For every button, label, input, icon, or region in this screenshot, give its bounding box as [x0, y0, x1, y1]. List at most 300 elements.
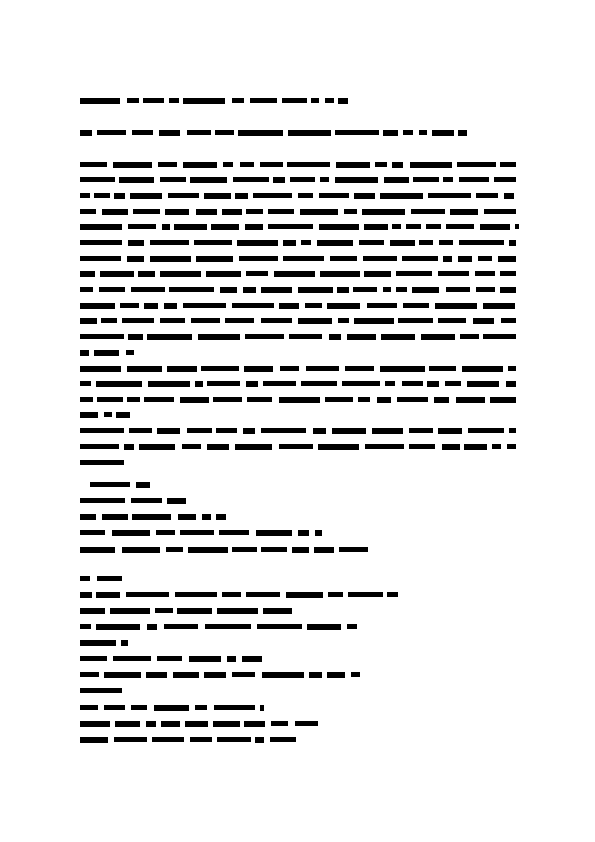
text-word: [243, 287, 256, 293]
text-word: [148, 381, 190, 387]
text-word: [459, 177, 489, 182]
text-word: [335, 177, 378, 183]
text-word: [96, 381, 142, 387]
text-word: [169, 98, 179, 103]
text-line: [80, 303, 516, 309]
text-word: [80, 98, 120, 104]
text-word: [268, 224, 313, 229]
text-word: [160, 177, 186, 182]
text-word: [80, 444, 119, 449]
text-word: [354, 193, 375, 199]
text-word: [409, 444, 435, 449]
text-word: [279, 444, 313, 449]
text-word: [113, 656, 151, 661]
text-word: [154, 705, 189, 711]
text-word: [244, 721, 265, 727]
text-word: [500, 287, 516, 293]
text-word: [136, 482, 150, 488]
text-word: [261, 428, 306, 433]
text-word: [381, 334, 415, 340]
text-word: [127, 98, 139, 103]
text-word: [464, 444, 487, 450]
text-word: [443, 256, 452, 262]
text-word: [457, 162, 496, 167]
text-word: [80, 608, 105, 614]
text-word: [168, 193, 199, 198]
text-word: [80, 530, 105, 535]
text-word: [160, 318, 185, 323]
text-word: [161, 721, 180, 727]
text-word: [126, 350, 134, 355]
text-word: [144, 303, 158, 309]
text-word: [115, 721, 140, 727]
text-line: [80, 460, 124, 466]
text-line: [80, 224, 516, 230]
text-word: [325, 397, 353, 402]
text-word: [330, 256, 357, 261]
text-word: [233, 177, 269, 182]
text-word: [263, 381, 296, 386]
text-word: [156, 530, 175, 535]
text-line: [80, 721, 318, 727]
text-word: [130, 193, 162, 199]
text-word: [246, 271, 268, 276]
text-line: [80, 381, 516, 387]
text-word: [99, 287, 125, 292]
text-word: [434, 397, 449, 403]
text-word: [207, 444, 229, 450]
text-word: [158, 162, 177, 167]
text-line: [80, 397, 516, 403]
text-word: [110, 608, 150, 614]
text-word: [80, 318, 97, 324]
text-word: [235, 193, 248, 199]
text-word: [104, 705, 125, 710]
text-word: [338, 318, 349, 323]
text-word: [446, 287, 470, 292]
text-word: [132, 514, 171, 520]
text-word: [157, 656, 182, 661]
text-word: [396, 287, 407, 292]
text-word: [195, 705, 207, 710]
text-line: [80, 209, 516, 215]
text-word: [274, 271, 315, 277]
text-word: [188, 547, 228, 553]
text-word: [97, 576, 122, 581]
text-word: [347, 624, 357, 629]
text-word: [160, 271, 201, 277]
text-word: [80, 381, 91, 386]
text-word: [286, 592, 323, 598]
text-word: [246, 381, 258, 387]
text-line: [80, 705, 262, 711]
text-word: [289, 334, 322, 339]
text-word: [190, 737, 212, 742]
text-line: [80, 530, 322, 536]
text-word: [104, 412, 112, 417]
text-word: [194, 240, 232, 245]
text-line: [80, 672, 360, 678]
text-word: [292, 547, 309, 553]
text-word: [428, 193, 471, 198]
text-word: [490, 397, 516, 403]
text-word: [96, 624, 140, 630]
text-word: [102, 209, 128, 215]
text-word: [152, 737, 184, 742]
text-word: [147, 624, 157, 630]
text-word: [245, 334, 284, 339]
text-word: [359, 240, 384, 245]
text-word: [403, 303, 429, 308]
text-word: [143, 98, 164, 103]
text-word: [339, 547, 368, 552]
text-word: [329, 334, 341, 340]
text-word: [114, 737, 147, 742]
text-word: [311, 98, 319, 103]
text-word: [498, 256, 516, 262]
text-word: [508, 366, 516, 371]
text-word: [279, 397, 320, 403]
text-word: [338, 98, 348, 104]
text-word: [217, 737, 251, 742]
text-word: [124, 444, 134, 450]
text-word: [319, 193, 349, 198]
text-line: [80, 193, 516, 199]
text-word: [509, 240, 516, 246]
text-word: [80, 656, 107, 661]
text-word: [256, 530, 292, 536]
text-word: [131, 498, 162, 503]
text-word: [80, 350, 89, 356]
text-word: [220, 287, 237, 293]
text-word: [398, 318, 433, 323]
text-word: [403, 130, 413, 135]
text-word: [298, 193, 313, 198]
text-word: [429, 366, 456, 371]
text-word: [80, 460, 124, 465]
text-word: [483, 303, 515, 309]
text-word: [214, 705, 255, 710]
text-word: [155, 608, 173, 613]
text-word: [385, 381, 395, 386]
text-line: [80, 177, 516, 183]
text-word: [128, 334, 143, 340]
text-word: [178, 514, 196, 520]
text-line: [80, 498, 186, 504]
text-line: [80, 624, 362, 630]
text-word: [80, 672, 99, 677]
text-word: [363, 256, 397, 261]
text-word: [367, 303, 397, 308]
text-word: [492, 444, 501, 449]
text-word: [150, 256, 191, 262]
text-word: [80, 366, 121, 372]
text-line: [80, 737, 296, 743]
text-word: [380, 366, 425, 372]
text-word: [205, 624, 251, 629]
text-line: [80, 428, 516, 434]
text-line: [90, 482, 150, 488]
text-line: [80, 271, 516, 277]
text-word: [383, 287, 391, 292]
text-word: [150, 240, 189, 245]
text-word: [467, 381, 499, 387]
text-word: [80, 428, 124, 433]
text-word: [114, 193, 125, 199]
text-word: [255, 737, 264, 743]
text-word: [167, 366, 197, 372]
text-word: [247, 397, 272, 402]
text-word: [166, 547, 183, 552]
text-word: [97, 397, 123, 402]
text-word: [128, 224, 156, 229]
text-word: [262, 672, 304, 678]
text-word: [253, 193, 292, 198]
text-word: [443, 177, 453, 182]
text-word: [112, 530, 150, 536]
text-word: [169, 287, 214, 292]
text-word: [362, 209, 405, 215]
text-word: [506, 381, 516, 387]
text-word: [446, 224, 474, 229]
text-word: [80, 547, 115, 553]
text-word: [354, 318, 394, 324]
text-word: [438, 428, 462, 434]
text-word: [113, 162, 152, 168]
text-word: [100, 271, 134, 277]
text-word: [80, 130, 92, 136]
text-word: [183, 98, 225, 104]
text-word: [243, 428, 255, 434]
text-word: [139, 444, 175, 450]
text-word: [232, 547, 257, 552]
text-word: [213, 397, 242, 402]
text-word: [305, 303, 322, 308]
text-word: [406, 224, 421, 229]
text-word: [122, 547, 160, 553]
text-word: [225, 318, 254, 323]
text-word: [458, 130, 467, 136]
text-word: [131, 705, 147, 710]
text-word: [190, 177, 227, 183]
text-word: [80, 498, 125, 503]
text-word: [336, 162, 370, 168]
text-word: [120, 303, 139, 308]
text-word: [80, 412, 98, 418]
text-word: [232, 303, 274, 308]
text-line: [80, 350, 134, 356]
text-word: [204, 672, 226, 678]
text-word: [301, 381, 337, 386]
text-word: [180, 530, 214, 535]
text-word: [246, 592, 280, 597]
text-word: [351, 672, 360, 677]
text-word: [295, 721, 318, 726]
text-word: [80, 303, 115, 309]
text-word: [260, 162, 283, 167]
text-word: [309, 672, 322, 678]
text-word: [320, 271, 360, 277]
text-word: [273, 177, 285, 183]
text-word: [250, 98, 277, 103]
text-word: [191, 318, 220, 323]
text-word: [390, 240, 415, 246]
text-word: [372, 428, 403, 434]
text-word: [327, 672, 345, 678]
text-word: [483, 334, 516, 339]
text-word: [227, 656, 236, 662]
text-word: [287, 162, 330, 167]
text-word: [306, 366, 339, 371]
text-word: [80, 193, 90, 198]
text-word: [80, 256, 121, 261]
text-word: [240, 162, 254, 167]
text-word: [468, 428, 504, 433]
text-word: [364, 224, 388, 230]
text-word: [80, 576, 90, 581]
text-word: [201, 366, 239, 371]
text-word: [419, 130, 427, 135]
text-word: [261, 547, 287, 552]
text-line: [80, 162, 516, 168]
text-word: [207, 381, 240, 386]
text-line: [80, 688, 124, 694]
text-word: [144, 397, 174, 402]
text-word: [402, 381, 423, 386]
text-word: [332, 428, 366, 434]
text-word: [211, 224, 239, 230]
text-word: [392, 162, 403, 168]
text-word: [216, 428, 237, 433]
text-line: [80, 98, 348, 104]
text-line: [80, 656, 262, 662]
text-word: [345, 366, 374, 371]
text-word: [80, 209, 96, 214]
text-word: [80, 640, 116, 646]
text-word: [213, 721, 240, 727]
text-word: [261, 318, 292, 323]
text-word: [348, 592, 383, 597]
text-word: [327, 303, 360, 309]
text-word: [80, 271, 95, 277]
text-word: [80, 624, 91, 629]
text-word: [222, 209, 242, 215]
text-word: [342, 381, 380, 386]
text-word: [384, 177, 409, 183]
text-word: [146, 721, 156, 727]
text-word: [183, 162, 217, 168]
text-word: [476, 287, 495, 292]
text-line: [80, 334, 516, 340]
text-word: [315, 530, 322, 536]
text-word: [439, 240, 453, 245]
text-word: [325, 98, 334, 103]
text-word: [317, 240, 353, 246]
text-word: [147, 334, 192, 340]
text-word: [96, 592, 120, 598]
text-word: [458, 256, 472, 262]
text-word: [80, 224, 122, 230]
text-word: [456, 397, 485, 403]
text-word: [290, 177, 315, 182]
text-word: [237, 240, 278, 246]
text-word: [298, 287, 333, 293]
text-word: [283, 240, 296, 246]
text-word: [80, 737, 108, 743]
text-word: [442, 444, 460, 450]
text-word: [219, 530, 249, 535]
text-word: [271, 721, 288, 726]
text-word: [494, 177, 516, 182]
text-word: [409, 428, 433, 433]
text-word: [337, 287, 349, 293]
text-word: [187, 428, 212, 433]
text-word: [410, 162, 452, 168]
text-word: [127, 366, 162, 372]
text-word: [80, 705, 98, 710]
text-word: [80, 177, 115, 182]
text-word: [383, 130, 398, 136]
text-line: [80, 592, 398, 598]
text-word: [328, 592, 343, 597]
text-word: [413, 177, 439, 182]
text-word: [196, 209, 217, 215]
text-word: [128, 240, 144, 246]
text-word: [196, 256, 233, 262]
text-word: [222, 592, 241, 597]
text-line: [80, 130, 468, 136]
text-word: [268, 209, 294, 214]
text-word: [435, 303, 477, 309]
text-word: [177, 608, 212, 614]
text-word: [397, 397, 428, 402]
text-word: [473, 318, 494, 324]
text-word: [365, 444, 404, 449]
text-word: [450, 209, 478, 215]
text-line: [80, 318, 516, 324]
text-line: [80, 256, 516, 262]
text-word: [80, 592, 92, 598]
text-word: [344, 209, 357, 214]
text-word: [122, 318, 154, 323]
text-word: [235, 444, 272, 450]
text-word: [353, 287, 377, 292]
text-word: [173, 672, 199, 678]
text-word: [244, 366, 273, 372]
text-word: [232, 98, 244, 103]
text-word: [131, 287, 165, 292]
text-word: [246, 209, 263, 214]
text-word: [412, 287, 439, 293]
text-word: [501, 318, 516, 323]
text-word: [484, 209, 516, 214]
text-word: [175, 592, 217, 597]
text-word: [421, 334, 455, 340]
text-word: [438, 318, 466, 323]
text-word: [198, 334, 240, 340]
text-word: [396, 271, 432, 276]
text-word: [480, 224, 510, 230]
text-line: [80, 444, 516, 450]
text-word: [94, 193, 110, 198]
text-word: [223, 162, 233, 167]
text-word: [298, 530, 309, 536]
text-word: [180, 397, 209, 403]
text-word: [347, 334, 376, 340]
text-word: [127, 397, 140, 402]
text-word: [206, 271, 241, 277]
text-word: [238, 130, 283, 136]
